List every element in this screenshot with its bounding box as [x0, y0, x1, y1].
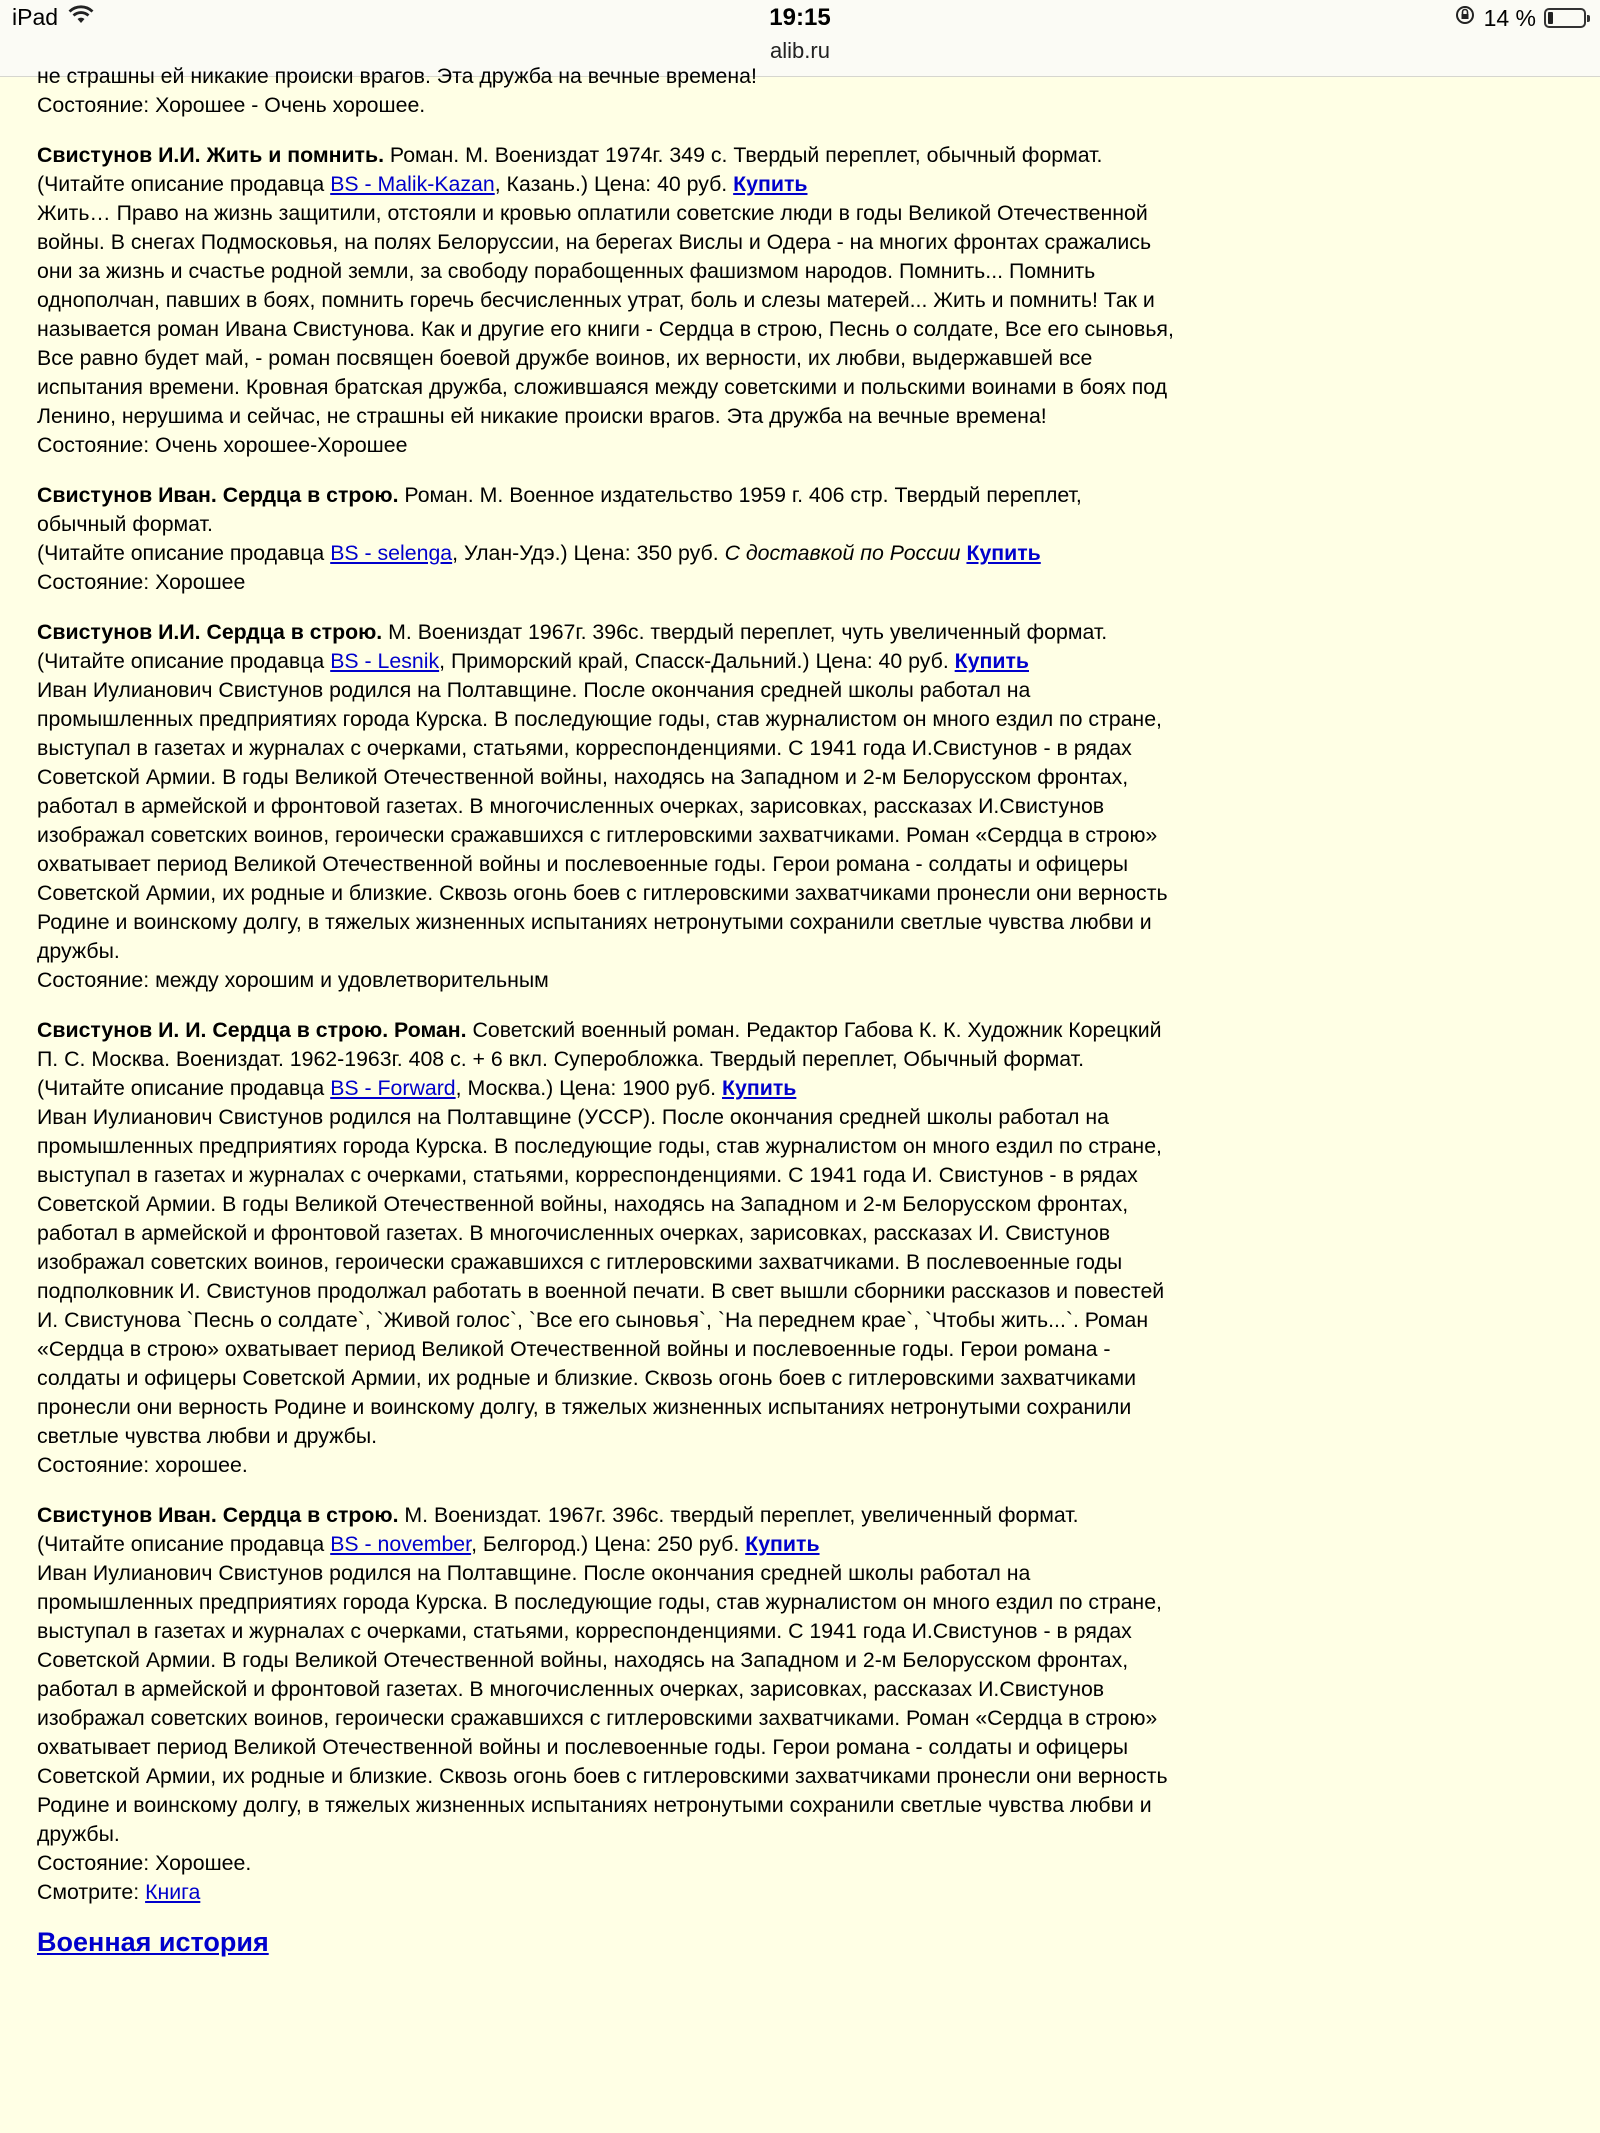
- listing-condition: Состояние: Очень хорошее-Хорошее: [37, 433, 408, 457]
- listing-condition: Состояние: хорошее.: [37, 1453, 248, 1477]
- listing-title: Свистунов И.И. Сердца в строю.: [37, 620, 383, 644]
- listing-item: [37, 1016, 1177, 1480]
- seller-location: , Москва.): [455, 1076, 554, 1100]
- seller-location: , Казань.): [494, 172, 589, 196]
- listing-details: Роман. М. Военное издательство 1959 г. 406 стр. Твердый переплет, обычный формат.: [37, 483, 1082, 536]
- listing-condition: Состояние: Хорошее.: [37, 1851, 252, 1875]
- seller-link[interactable]: BS - selenga: [330, 541, 453, 565]
- address-bar-url[interactable]: alib.ru: [770, 38, 830, 63]
- battery-percent: 14 %: [1483, 4, 1536, 31]
- listing-details: Советский военный роман. Редактор Габова К. К. Художник Корецкий П. С. Москва. Воениздат. 1962-1963г. 408 с. + 6 вкл. Суперобложка. Твердый переплет, Обычный формат.: [37, 1018, 1162, 1071]
- listing-title: Свистунов И.И. Жить и помнить.: [37, 143, 384, 167]
- read-prefix: (Читайте описание продавца: [37, 541, 325, 565]
- seller-link[interactable]: BS - Forward: [330, 1076, 456, 1100]
- see-also-link[interactable]: Книга: [145, 1880, 201, 1904]
- listing-condition: Состояние: между хорошим и удовлетворительным: [37, 968, 549, 992]
- read-prefix: (Читайте описание продавца: [37, 1532, 325, 1556]
- seller-link[interactable]: BS - november: [330, 1532, 472, 1556]
- clock: 19:15: [769, 4, 831, 31]
- listings-content: [37, 62, 1177, 1957]
- section-heading: [37, 1928, 1177, 1957]
- listing-details: М. Воениздат 1967г. 396с. твердый переплет, чуть увеличенный формат.: [388, 620, 1108, 644]
- listing-title: Свистунов Иван. Сердца в строю.: [37, 1503, 399, 1527]
- seller-location: , Приморский край, Спасск-Дальний.): [439, 649, 810, 673]
- listing-description: Иван Иулианович Свистунов родился на Полтавщине (УССР). После окончания средней школы работал на промышленных предприятиях города Курска. В последующие годы, став журналистом он много ездил по стране, выступал в газетах и журналах с очерками, статьями, корреспонденциями. С 1941 года И. Свистунов - в рядах Советской Армии. В годы Великой Отечественной войны, находясь на Западном и 2-м Белорусском фронтах, работал в армейской и фронтовой газетах. В многочисленных очерках, зарисовках, рассказах И. Свистунов изображал советских воинов, героически сражавшихся с гитлеровскими захватчиками. В послевоенные годы подполковник И. Свистунов продолжал работать в военной печати. В свет вышли сборники рассказов и повестей И. Свистунова `Песнь о солдате`, `Живой голос`, `Все его сыновья`, `На переднем крае`, `Чтобы жить...`. Роман «Сердца в строю» охватывает период Великой Отечественной войны и послевоенные годы. Герои романа - солдаты и офицеры Советской Армии, их родные и близкие. Сквозь огонь боев с гитлеровскими захватчиками пронесли они верность Родине и воинскому долгу, в тяжелых жизненных испытаниях нетронутыми сохранили светлые чувства любви и дружбы.: [37, 1105, 1165, 1448]
- delivery-note: С доставкой по России: [724, 541, 961, 565]
- listing-details: Роман. М. Воениздат 1974г. 349 с. Твердый переплет, обычный формат.: [389, 143, 1103, 167]
- buy-button[interactable]: Купить: [733, 172, 808, 196]
- listing-condition: Состояние: Хорошее: [37, 570, 246, 594]
- listing-item: [37, 141, 1177, 460]
- listing-item: [37, 481, 1177, 597]
- read-prefix: (Читайте описание продавца: [37, 172, 325, 196]
- price: 350 руб.: [636, 541, 719, 565]
- price-prefix: Цена:: [559, 1076, 617, 1100]
- price-prefix: Цена:: [573, 541, 631, 565]
- fragment-condition: Состояние: Хорошее - Очень хорошее.: [37, 93, 426, 117]
- buy-button[interactable]: Купить: [745, 1532, 820, 1556]
- seller-link[interactable]: BS - Lesnik: [330, 649, 440, 673]
- price: 40 руб.: [878, 649, 949, 673]
- buy-button[interactable]: Купить: [966, 541, 1041, 565]
- listing-description: Иван Иулианович Свистунов родился на Полтавщине. После окончания средней школы работал на промышленных предприятиях города Курска. В последующие годы, став журналистом он много ездил по стране, выступал в газетах и журналах с очерками, статьями, корреспонденциями. С 1941 года И.Свистунов - в рядах Советской Армии. В годы Великой Отечественной войны, находясь на Западном и 2-м Белорусском фронтах, работал в армейской и фронтовой газетах. В многочисленных очерках, зарисовках, рассказах И.Свистунов изображал советских воинов, героически сражавшихся с гитлеровскими захватчиками. Роман «Сердца в строю» охватывает период Великой Отечественной войны и послевоенные годы. Герои романа - солдаты и офицеры Советской Армии, их родные и близкие. Сквозь огонь боев с гитлеровскими захватчиками пронесли они верность Родине и воинскому долгу, в тяжелых жизненных испытаниях нетронутыми сохранили светлые чувства любви и дружбы.: [37, 678, 1168, 963]
- seller-location: , Улан-Удэ.): [452, 541, 568, 565]
- seller-link[interactable]: BS - Malik-Kazan: [330, 172, 495, 196]
- seller-location: , Белгород.): [471, 1532, 589, 1556]
- section-heading-link[interactable]: Военная история: [37, 1927, 269, 1957]
- fragment-text: не страшны ей никакие происки врагов. Эта дружба на вечные времена!: [37, 64, 757, 88]
- price-prefix: Цена:: [815, 649, 873, 673]
- price: 1900 руб.: [622, 1076, 717, 1100]
- price-prefix: Цена:: [594, 1532, 652, 1556]
- price: 40 руб.: [657, 172, 728, 196]
- listing-details: М. Воениздат. 1967г. 396с. твердый переплет, увеличенный формат.: [404, 1503, 1079, 1527]
- price: 250 руб.: [657, 1532, 740, 1556]
- buy-button[interactable]: Купить: [722, 1076, 797, 1100]
- read-prefix: (Читайте описание продавца: [37, 1076, 325, 1100]
- orientation-lock-icon: [1454, 4, 1476, 32]
- read-prefix: (Читайте описание продавца: [37, 649, 325, 673]
- listing-description: Иван Иулианович Свистунов родился на Полтавщине. После окончания средней школы работал на промышленных предприятиях города Курска. В последующие годы, став журналистом он много ездил по стране, выступал в газетах и журналах с очерками, статьями, корреспонденциями. С 1941 года И.Свистунов - в рядах Советской Армии. В годы Великой Отечественной войны, находясь на Западном и 2-м Белорусском фронтах, работал в армейской и фронтовой газетах. В многочисленных очерках, зарисовках, рассказах И.Свистунов изображал советских воинов, героически сражавшихся с гитлеровскими захватчиками. Роман «Сердца в строю» охватывает период Великой Отечественной войны и послевоенные годы. Герои романа - солдаты и офицеры Советской Армии, их родные и близкие. Сквозь огонь боев с гитлеровскими захватчиками пронесли они верность Родине и воинскому долгу, в тяжелых жизненных испытаниях нетронутыми сохранили светлые чувства любви и дружбы.: [37, 1561, 1168, 1846]
- listing-item: [37, 1501, 1177, 1907]
- buy-button[interactable]: Купить: [954, 649, 1029, 673]
- device-label: iPad: [12, 4, 59, 30]
- listing-description: Жить… Право на жизнь защитили, отстояли и кровью оплатили советские люди в годы Великой Отечественной войны. В снегах Подмосковья, на полях Белоруссии, на берегах Вислы и Одера - на многих фронтах сражались они за жизнь и счастье родной земли, за свободу порабощенных фашизмом народов. Помнить... Помнить однополчан, павших в боях, помнить горечь бесчисленных утрат, боль и слезы матерей... Жить и помнить! Так и называется роман Ивана Свистунова. Как и другие его книги - Сердца в строю, Песнь о солдате, Все его сыновья, Все равно будет май, - роман посвящен боевой дружбе воинов, их верности, их любви, выдержавшей все испытания времени. Кровная братская дружба, сложившаяся между советскими и польскими воинами в боях под Ленино, нерушима и сейчас, не страшны ей никакие происки врагов. Эта дружба на вечные времена!: [37, 201, 1174, 428]
- battery-icon: [1544, 8, 1586, 28]
- listing-title: Свистунов Иван. Сердца в строю.: [37, 483, 399, 507]
- listing-title: Свистунов И. И. Сердца в строю. Роман.: [37, 1018, 467, 1042]
- price-prefix: Цена:: [593, 172, 652, 196]
- see-also-label: Смотрите:: [37, 1880, 140, 1904]
- listing-item: [37, 618, 1177, 995]
- top-fragment: [37, 62, 1177, 120]
